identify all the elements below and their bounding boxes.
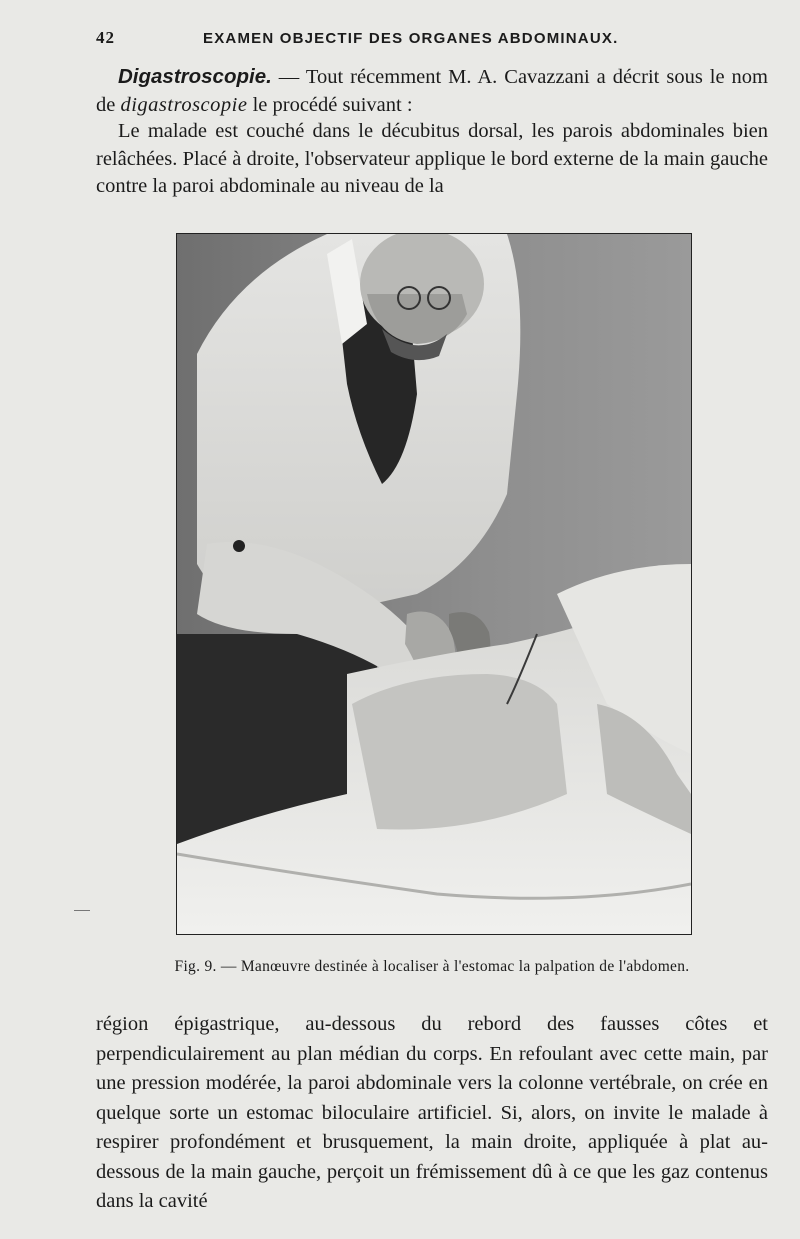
paragraph-procedure — [96, 118, 768, 201]
paragraph-digastroscopie — [96, 63, 768, 119]
figure-photograph — [176, 233, 692, 935]
paragraph-text: le procédé suivant : — [247, 93, 413, 116]
page-number: 42 — [96, 28, 115, 47]
paragraph-text: — Tout récemment M. A. Cavazzani a décrit sous le nom de — [96, 66, 768, 116]
figure-caption: Fig. 9. — Manœuvre destinée à localiser à l'estomac la palpation de l'abdomen. — [174, 958, 690, 975]
running-title: EXAMEN OBJECTIF DES ORGANES ABDOMINAUX. — [203, 30, 619, 47]
paragraph-text: Le malade est couché dans le décubitus dorsal, les parois abdominales bien relâchées. Placé à droite, l'observateur applique le bord externe de la main gauche contre la paroi abdominale au niveau de la — [96, 120, 768, 197]
margin-mark — [74, 910, 90, 911]
paragraph-continuation: région épigastrique, au-dessous du rebord des fausses côtes et perpendiculairement au plan médian du corps. En refoulant avec cette main, par une pression modérée, la paroi abdominale vers la colonne vertébrale, on crée en quelque sorte un estomac biloculaire artificiel. Si, alors, on invite le malade à respirer profondément et brusquement, la main droite, appliquée à plat au-dessous de la main gauche, perçoit un frémissement dû à ce que les gaz contenus dans la cavité — [96, 1013, 768, 1212]
section-lead: Digastroscopie. — [118, 65, 272, 88]
italic-term: digastroscopie — [120, 93, 248, 116]
physician-palpation-photo — [177, 234, 691, 934]
